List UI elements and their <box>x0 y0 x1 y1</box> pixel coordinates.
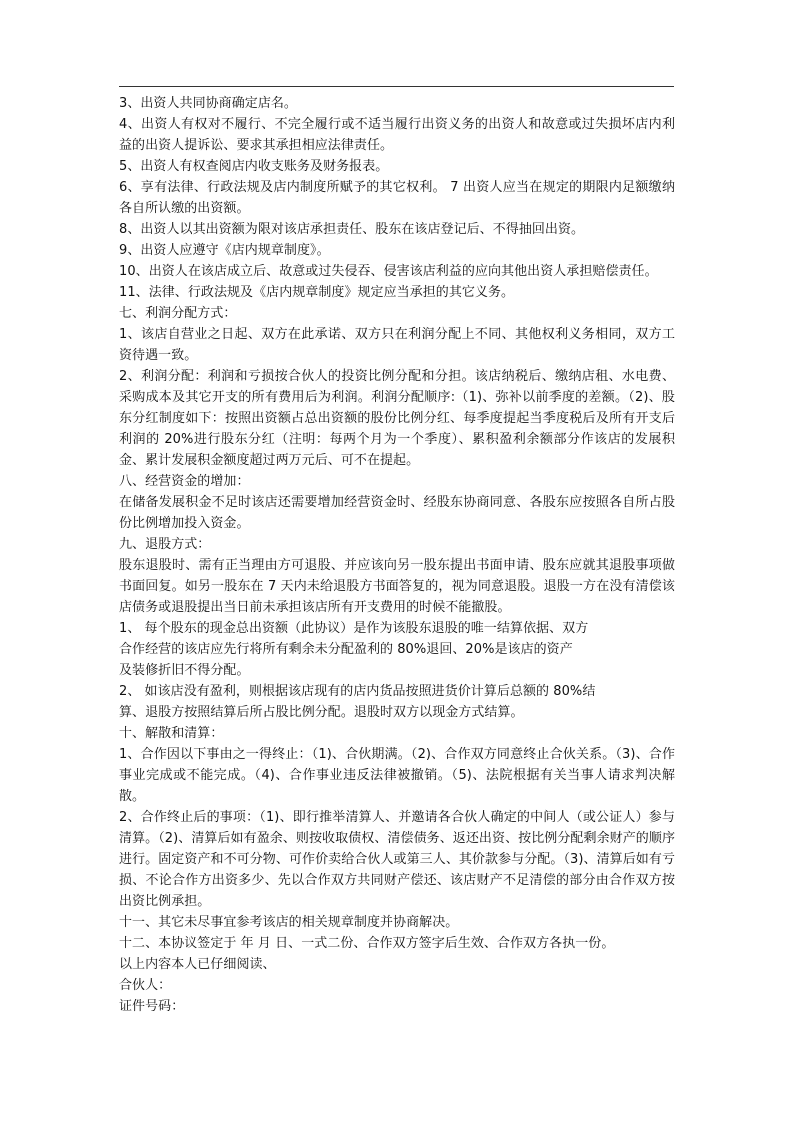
clause-4: 4、出资人有权对不履行、不完全履行或不适当履行出资义务的出资人和故意或过失损坏店内利益的出资人提诉讼、要求其承担相应法律责任。 <box>119 117 675 153</box>
partner-label: 合伙人： <box>119 978 172 993</box>
clause-8: 8、出资人以其出资额为限对该店承担责任、股东在该店登记后、不得抽回出资。 <box>119 222 585 237</box>
withdrawal-clause-1-line-1: 1、 每个股东的现金总出资额（此协议）是作为该股东退股的唯一结算依据、双方 <box>119 621 589 636</box>
dissolution-clause-2: 2、合作终止后的事项：（1)、即行推举清算人、并邀请各合伙人确定的中间人（或公证人）参与清算。（2)、清算后如有盈余、则按收取债权、清偿债务、返还出资、按比例分配剩余财产的顺序进行。固定资产和不可分物、可作价卖给合伙人或第三人、其价款参与分配。（3)、清算后如有亏损、不论合作方出资多少、先以合作双方共同财产偿还、该店财产不足清偿的部分由合作双方按出资比例承担。 <box>119 810 675 909</box>
header-rule <box>119 86 674 87</box>
withdrawal-clause-1-line-2: 合作经营的该店应先行将所有剩余未分配盈利的 80%退回、20%是该店的资产 <box>119 642 573 657</box>
section-twelve: 十二、本协议签定于 年 月 日、一式二份、合作双方签字后生效、合作双方各执一份。 <box>119 936 615 951</box>
read-confirmation: 以上内容本人已仔细阅读、 <box>119 957 276 972</box>
section-heading-profit: 七、利润分配方式： <box>119 306 237 321</box>
capital-paragraph: 在储备发展积金不足时该店还需要增加经营资金时、经股东协商同意、各股东应按照各自所占股份比例增加投入资金。 <box>119 495 675 531</box>
id-number-label: 证件号码： <box>119 999 185 1014</box>
section-heading-dissolution: 十、解散和清算： <box>119 726 224 741</box>
profit-clause-1: 1、该店自营业之日起、双方在此承诺、双方只在利润分配上不同、其他权利义务相同，双方工资待遇一致。 <box>119 327 675 363</box>
clause-5: 5、出资人有权查阅店内收支账务及财务报表。 <box>119 159 389 174</box>
withdrawal-clause-1-line-3: 及装修折旧不得分配。 <box>119 663 250 678</box>
section-heading-withdrawal: 九、退股方式： <box>119 537 211 552</box>
withdrawal-clause-2-line-1: 2、 如该店没有盈利，则根据该店现有的店内货品按照进货价计算后总额的 80%结 <box>119 684 596 699</box>
section-heading-capital: 八、经营资金的增加： <box>119 474 250 489</box>
profit-clause-2: 2、利润分配：利润和亏损按合伙人的投资比例分配和分担。该店纳税后、缴纳店租、水电费、采购成本及其它开支的所有费用后为利润。利润分配顺序:（1)、弥补以前季度的差额。（2)、股东分红制度如下：按照出资额占总出资额的股份比例分红、每季度提起当季度税后及所有开支后利润的 20%进行股东分红（注明：每两个月为一个季度）、累积盈利余额部分作该店的发展积金、累计发展积金额度超过两万元后、可不在提起。 <box>119 369 675 468</box>
clause-11: 11、法律、行政法规及《店内规章制度》规定应当承担的其它义务。 <box>119 285 515 300</box>
clause-10: 10、出资人在该店成立后、故意或过失侵吞、侵害该店利益的应向其他出资人承担赔偿责任。 <box>119 264 658 279</box>
withdrawal-paragraph: 股东退股时、需有正当理由方可退股、并应该向另一股东提出书面申请、股东应就其退股事项做书面回复。如另一股东在 7 天内未给退股方书面答复的，视为同意退股。退股一方在没有清偿该店债务或退股提出当日前未承担该店所有开支费用的时候不能撤股。 <box>119 558 675 615</box>
clause-6-7: 6、享有法律、行政法规及店内制度所赋予的其它权利。 7 出资人应当在规定的期限内足额缴纳各自所认缴的出资额。 <box>119 180 675 216</box>
section-eleven: 十一、其它未尽事宜参考该店的相关规章制度并协商解决。 <box>119 915 459 930</box>
clause-3: 3、出资人共同协商确定店名。 <box>119 96 297 111</box>
clause-9: 9、出资人应遵守《店内规章制度》。 <box>119 243 330 258</box>
withdrawal-clause-2-line-2: 算、退股方按照结算后所占股比例分配。退股时双方以现金方式结算。 <box>119 705 524 720</box>
dissolution-clause-1: 1、合作因以下事由之一得终止：（1)、合伙期满。（2)、合作双方同意终止合伙关系。（3)、合作事业完成或不能完成。（4)、合作事业违反法律被撤销。（5)、法院根据有关当事人请求判决解散。 <box>119 747 675 804</box>
document-body <box>119 93 675 1017</box>
